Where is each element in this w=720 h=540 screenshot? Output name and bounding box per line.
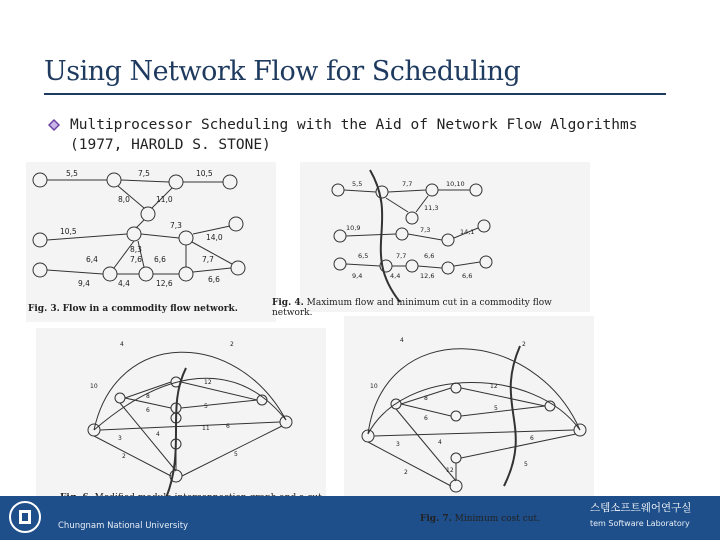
figure-7-caption: Minimum cost cut. xyxy=(454,514,541,524)
svg-text:4,4: 4,4 xyxy=(118,279,130,288)
footer-university-name: Chungnam National University xyxy=(58,521,189,531)
svg-text:9,4: 9,4 xyxy=(352,272,363,280)
svg-text:4: 4 xyxy=(400,337,404,344)
svg-text:2: 2 xyxy=(230,341,234,348)
svg-text:5,5: 5,5 xyxy=(352,180,363,188)
svg-text:5: 5 xyxy=(494,405,498,412)
university-logo-icon xyxy=(8,500,42,534)
svg-text:7,3: 7,3 xyxy=(170,221,182,230)
svg-text:6: 6 xyxy=(146,407,150,414)
svg-text:8,0: 8,0 xyxy=(118,195,130,204)
svg-text:12,6: 12,6 xyxy=(420,272,435,280)
svg-text:6,6: 6,6 xyxy=(154,255,166,264)
svg-text:7,7: 7,7 xyxy=(396,252,407,260)
svg-text:14,1: 14,1 xyxy=(460,228,475,236)
figure-3-caption: Flow in a commodity flow network. xyxy=(62,304,238,314)
svg-text:5: 5 xyxy=(524,461,528,468)
svg-text:2: 2 xyxy=(122,453,126,460)
svg-text:10,5: 10,5 xyxy=(60,227,77,236)
footer-lab-name-english: tem Software Laboratory xyxy=(590,519,690,528)
figure-7-caption-number: Fig. 7. xyxy=(420,514,452,524)
svg-text:12,6: 12,6 xyxy=(156,279,173,288)
svg-text:6: 6 xyxy=(226,423,230,430)
footer-lab-name-korean: 스템소프트웨어연구실 xyxy=(590,502,692,514)
svg-text:10: 10 xyxy=(90,383,98,390)
svg-text:3: 3 xyxy=(396,441,400,448)
title-divider xyxy=(44,93,666,95)
bullet-text: Multiprocessor Scheduling with the Aid of Network Flow Algorithms xyxy=(70,117,638,133)
figure-7-graph xyxy=(344,316,594,496)
svg-text:4: 4 xyxy=(120,341,124,348)
svg-text:9,4: 9,4 xyxy=(78,279,90,288)
svg-text:11: 11 xyxy=(202,425,210,432)
svg-text:6,6: 6,6 xyxy=(424,252,435,260)
figure-3-caption-number: Fig. 3. xyxy=(28,304,60,314)
svg-text:8: 8 xyxy=(424,395,428,402)
svg-text:8,3: 8,3 xyxy=(130,245,142,254)
figure-6 xyxy=(36,328,326,518)
svg-text:2: 2 xyxy=(404,469,408,476)
figure-3 xyxy=(26,162,276,322)
svg-text:2: 2 xyxy=(522,341,526,348)
figure-3-graph xyxy=(26,162,276,322)
svg-text:10,10: 10,10 xyxy=(446,180,465,188)
svg-text:6: 6 xyxy=(530,435,534,442)
svg-text:7,6: 7,6 xyxy=(130,255,142,264)
svg-text:5,5: 5,5 xyxy=(66,169,78,178)
svg-text:5: 5 xyxy=(204,403,208,410)
svg-text:6,5: 6,5 xyxy=(358,252,369,260)
bullet-citation: (1977, HAROLD S. STONE) xyxy=(70,137,271,153)
figure-4-caption-number: Fig. 4. xyxy=(272,298,304,308)
svg-text:12: 12 xyxy=(490,383,498,390)
svg-text:6: 6 xyxy=(424,415,428,422)
svg-text:6,4: 6,4 xyxy=(86,255,98,264)
slide-title: Using Network Flow for Scheduling xyxy=(44,56,521,87)
svg-text:8: 8 xyxy=(146,393,150,400)
svg-text:10: 10 xyxy=(370,383,378,390)
svg-text:4: 4 xyxy=(156,431,160,438)
svg-text:11,3: 11,3 xyxy=(424,204,439,212)
svg-text:14,0: 14,0 xyxy=(206,233,223,242)
diamond-bullet-icon xyxy=(48,119,60,131)
svg-text:6,6: 6,6 xyxy=(208,275,220,284)
svg-text:6,6: 6,6 xyxy=(462,272,473,280)
svg-text:7,7: 7,7 xyxy=(402,180,413,188)
figure-7 xyxy=(344,316,594,496)
svg-text:12: 12 xyxy=(446,467,454,474)
svg-text:7,3: 7,3 xyxy=(420,226,431,234)
figure-4 xyxy=(272,162,590,318)
svg-text:10,5: 10,5 xyxy=(196,169,213,178)
svg-text:11,0: 11,0 xyxy=(156,195,173,204)
svg-text:4: 4 xyxy=(438,439,442,446)
svg-text:12: 12 xyxy=(204,379,212,386)
svg-text:7,7: 7,7 xyxy=(202,255,214,264)
svg-text:7,5: 7,5 xyxy=(138,169,150,178)
svg-text:10,9: 10,9 xyxy=(346,224,361,232)
figure-4-caption: Maximum flow and minimum cut in a commodity flow network. xyxy=(272,298,552,318)
svg-text:5: 5 xyxy=(234,451,238,458)
figure-4-graph xyxy=(300,162,590,312)
svg-text:4,4: 4,4 xyxy=(390,272,401,280)
svg-text:3: 3 xyxy=(118,435,122,442)
figure-6-graph xyxy=(36,328,326,518)
